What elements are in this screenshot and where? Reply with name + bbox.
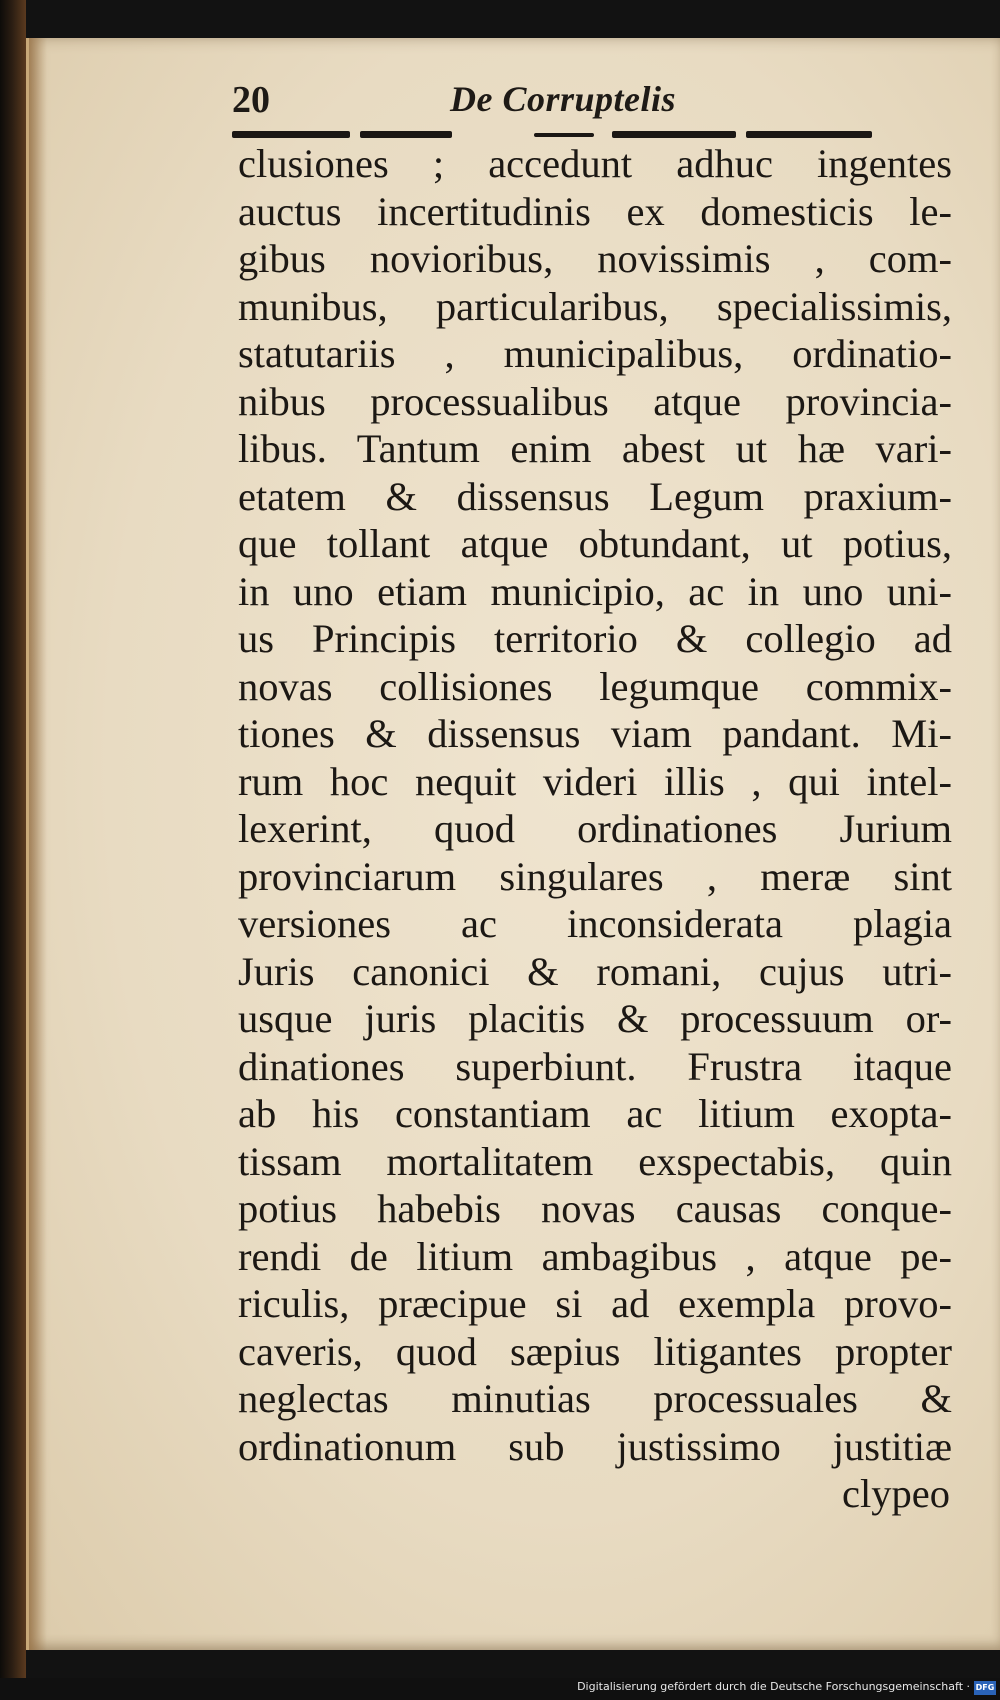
text-line: caveris, quod sæpius litigantes propter (238, 1328, 952, 1374)
page-header (220, 78, 950, 130)
text-line: Juris canonici & romani, cujus utri- (238, 948, 952, 994)
text-line: auctus incertitudinis ex domesticis le- (238, 188, 952, 234)
page-gutter (29, 38, 47, 1650)
text-line: tissam mortalitatem exspectabis, quin (238, 1138, 952, 1184)
text-line: in uno etiam municipio, ac in uno uni- (238, 568, 952, 614)
dfg-logo: DFG (974, 1681, 996, 1695)
text-line: usque juris placitis & processuum or- (238, 996, 952, 1041)
body-text (238, 140, 952, 1518)
text-line: etatem & dissensus Legum praxium- (238, 473, 952, 519)
scan-edge (0, 0, 26, 1700)
text-line: libus. Tantum enim abest ut hæ vari- (238, 426, 952, 471)
text-line: que tollant atque obtundant, ut potius, (238, 521, 952, 566)
text-line: gibus novioribus, novissimis , com- (238, 236, 952, 281)
text-line: versiones ac inconsiderata plagia (238, 901, 952, 946)
text-line: clusiones ; accedunt adhuc ingentes (238, 141, 952, 186)
text-line: neglectas minutias processuales & (238, 1376, 952, 1421)
catchword: clypeo (842, 1471, 950, 1516)
rule-segment (360, 131, 452, 138)
text-line: rendi de litium ambagibus , atque pe- (238, 1233, 952, 1279)
text-line: potius habebis novas causas conque- (238, 1186, 952, 1231)
rule-segment (534, 133, 594, 137)
funding-credit: Digitalisierung gefördert durch die Deutsche Forschungsgemeinschaft · (577, 1680, 970, 1693)
text-line: statutariis , municipalibus, ordinatio- (238, 331, 952, 376)
rule-segment (232, 131, 350, 138)
footer-bar (0, 1678, 1000, 1700)
rule-segment (612, 131, 736, 138)
page-number: 20 (232, 79, 270, 121)
text-line: tiones & dissensus viam pandant. Mi- (238, 711, 952, 756)
text-line: nibus processualibus atque provincia- (238, 378, 952, 424)
text-line: ab his constantiam ac litium exopta- (238, 1091, 952, 1136)
text-line: riculis, præcipue si ad exempla provo- (238, 1281, 952, 1326)
rule-segment (746, 131, 872, 138)
text-line: ordinationum sub justissimo justitiæ (238, 1423, 952, 1469)
text-line: lexerint, quod ordinationes Jurium (238, 806, 952, 851)
running-title: De Corruptelis (450, 79, 677, 119)
text-line: rum hoc nequit videri illis , qui intel- (238, 758, 952, 804)
text-line: dinationes superbiunt. Frustra itaque (238, 1043, 952, 1089)
text-line: munibus, particularibus, specialissimis, (238, 283, 952, 329)
text-line: novas collisiones legumque commix- (238, 663, 952, 709)
text-line: us Principis territorio & collegio ad (238, 616, 952, 661)
text-line: provinciarum singulares , meræ sint (238, 853, 952, 899)
